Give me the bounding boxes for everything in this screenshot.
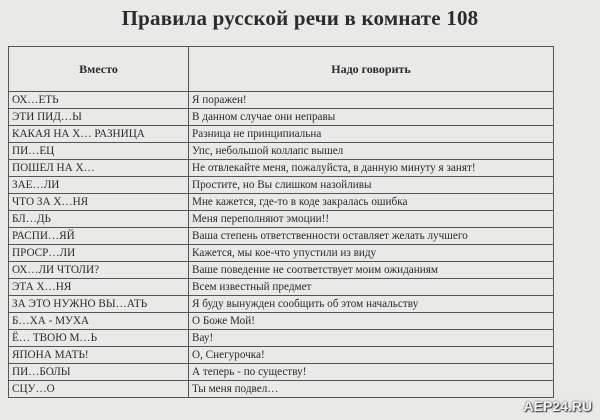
cell-instead: КАКАЯ НА Х… РАЗНИЦА — [9, 126, 189, 143]
cell-instead: СЦУ…О — [9, 381, 189, 398]
page-title: Правила русской речи в комнате 108 — [121, 6, 479, 30]
cell-should-say: А теперь - по существу! — [189, 364, 554, 381]
table-row — [9, 262, 554, 279]
cell-instead: ОХ…ЛИ ЧТОЛИ? — [9, 262, 189, 279]
cell-instead: ПИ…ЕЦ — [9, 143, 189, 160]
table-body — [9, 92, 554, 398]
cell-instead: ЧТО ЗА Х…НЯ — [9, 194, 189, 211]
cell-should-say: Простите, но Вы слишком назойливы — [189, 177, 554, 194]
table-row — [9, 313, 554, 330]
cell-instead: Ё… ТВОЮ М…Ь — [9, 330, 189, 347]
table-row — [9, 177, 554, 194]
cell-instead: ПРОСР…ЛИ — [9, 245, 189, 262]
table-row — [9, 347, 554, 364]
table-row — [9, 245, 554, 262]
table-row — [9, 126, 554, 143]
cell-instead: Б…ХА - МУХА — [9, 313, 189, 330]
cell-should-say: Не отвлекайте меня, пожалуйста, в данную минуту я занят! — [189, 160, 554, 177]
cell-should-say: Ваша степень ответственности оставляет желать лучшего — [189, 228, 554, 245]
cell-should-say: О Боже Мой! — [189, 313, 554, 330]
table-row — [9, 381, 554, 398]
rules-table — [8, 46, 554, 398]
cell-instead: ОХ…ЕТЬ — [9, 92, 189, 109]
cell-should-say: Вау! — [189, 330, 554, 347]
cell-should-say: О, Снегурочка! — [189, 347, 554, 364]
cell-should-say: Я буду вынужден сообщить об этом начальству — [189, 296, 554, 313]
table-row — [9, 92, 554, 109]
cell-should-say: Упс, небольшой коллапс вышел — [189, 143, 554, 160]
cell-instead: ЭТИ ПИД…Ы — [9, 109, 189, 126]
table-row — [9, 296, 554, 313]
cell-should-say: Я поражен! — [189, 92, 554, 109]
table-row — [9, 330, 554, 347]
cell-should-say: Кажется, мы кое-что упустили из виду — [189, 245, 554, 262]
table-row — [9, 143, 554, 160]
cell-should-say: Ты меня подвел… — [189, 381, 554, 398]
cell-should-say: Всем известный предмет — [189, 279, 554, 296]
table-row — [9, 364, 554, 381]
cell-instead: БЛ…ДЬ — [9, 211, 189, 228]
cell-instead: ПИ…БОЛЫ — [9, 364, 189, 381]
cell-should-say: Мне кажется, где-то в коде закралась ошибка — [189, 194, 554, 211]
table-header-row — [9, 47, 554, 92]
cell-instead: ЗА ЭТО НУЖНО ВЫ…АТЬ — [9, 296, 189, 313]
cell-instead: ЯПОНА МАТЬ! — [9, 347, 189, 364]
table-row — [9, 109, 554, 126]
column-header-should-say: Надо говорить — [189, 47, 554, 92]
cell-instead: РАСПИ…ЯЙ — [9, 228, 189, 245]
cell-should-say: Ваше поведение не соответствует моим ожиданиям — [189, 262, 554, 279]
cell-should-say: Разница не принципиальна — [189, 126, 554, 143]
table-row — [9, 160, 554, 177]
table-row — [9, 228, 554, 245]
cell-should-say: В данном случае они неправы — [189, 109, 554, 126]
table-row — [9, 194, 554, 211]
cell-instead: ЗАЕ…ЛИ — [9, 177, 189, 194]
cell-instead: ЭТА Х…НЯ — [9, 279, 189, 296]
column-header-instead: Вместо — [9, 47, 189, 92]
table-row — [9, 211, 554, 228]
cell-instead: ПОШЕЛ НА Х… — [9, 160, 189, 177]
cell-should-say: Меня переполняют эмоции!! — [189, 211, 554, 228]
table-row — [9, 279, 554, 296]
watermark-logo: AEP24.RU — [523, 398, 592, 414]
